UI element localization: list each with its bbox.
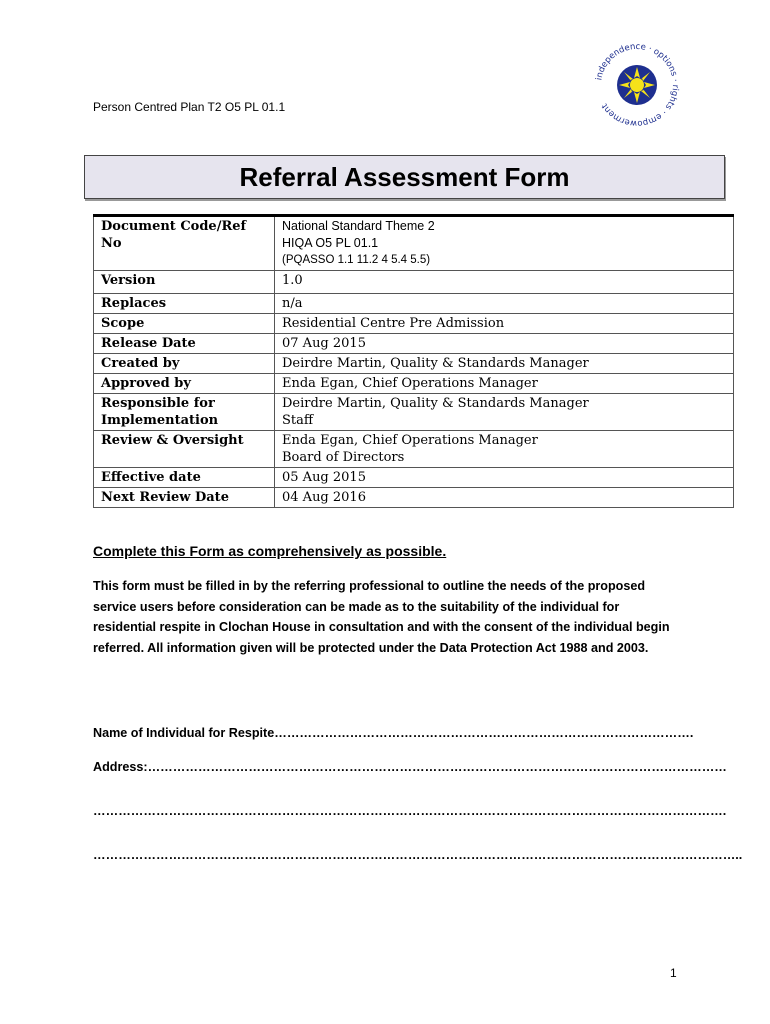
svg-text:independence · options · right: independence · options · rights · empowerment [594, 41, 681, 129]
table-row [94, 334, 734, 354]
created-by-value: Deirdre Martin, Quality & Standards Manager [275, 354, 734, 374]
created-by-label: Created by [94, 354, 275, 374]
doc-code-line: National Standard Theme 2 [282, 219, 435, 233]
approved-by-value: Enda Egan, Chief Operations Manager [275, 374, 734, 394]
review-oversight-label: Review & Oversight [94, 431, 275, 468]
document-control-table [93, 214, 734, 508]
responsible-label-line: Responsible for [101, 396, 215, 411]
form-title: Referral Assessment Form [239, 161, 570, 192]
address-line-3[interactable]: ……………………………………………………………………………………………………………………………………….. [93, 848, 743, 862]
form-title-box [84, 155, 725, 199]
review-value-line: Enda Egan, Chief Operations Manager [282, 433, 538, 448]
version-label: Version [94, 271, 275, 294]
release-date-value: 07 Aug 2015 [275, 334, 734, 354]
review-value-line: Board of Directors [282, 450, 405, 465]
table-row [94, 354, 734, 374]
responsible-value [275, 394, 734, 431]
instruction-heading: Complete this Form as comprehensively as possible. [93, 543, 447, 559]
responsible-label-line: Implementation [101, 413, 219, 428]
page-number: 1 [670, 966, 677, 980]
scope-value: Residential Centre Pre Admission [275, 314, 734, 334]
table-row [94, 374, 734, 394]
version-value: 1.0 [275, 271, 734, 294]
next-review-value: 04 Aug 2016 [275, 488, 734, 508]
doc-code-line: HIQA O5 PL 01.1 [282, 236, 379, 250]
doc-code-line: (PQASSO 1.1 11.2 4 5.4 5.5) [282, 254, 431, 266]
effective-date-value: 05 Aug 2015 [275, 468, 734, 488]
table-row [94, 216, 734, 271]
next-review-label: Next Review Date [94, 488, 275, 508]
review-oversight-value [275, 431, 734, 468]
instruction-text: This form must be filled in by the referring professional to outline the needs of the proposed service users before consideration can be made as to the suitability of the individual for residential respite in Clochan House in consultation and with the consent of the individual begin referred. All information given will be protected under the Data Protection Act 1988 and 2003. [93, 579, 670, 655]
table-row [94, 271, 734, 294]
responsible-value-line: Deirdre Martin, Quality & Standards Manager [282, 396, 589, 411]
responsible-value-line: Staff [282, 413, 314, 428]
document-reference: Person Centred Plan T2 O5 PL 01.1 [93, 100, 286, 114]
table-row [94, 314, 734, 334]
name-field[interactable]: Name of Individual for Respite………………………………………………………………………………………. [93, 726, 694, 740]
table-row [94, 394, 734, 431]
release-date-label: Release Date [94, 334, 275, 354]
scope-label: Scope [94, 314, 275, 334]
address-line-2[interactable]: ……………………………………………………………………………………………………………………………………. [93, 804, 727, 818]
table-row [94, 294, 734, 314]
responsible-label [94, 394, 275, 431]
replaces-label: Replaces [94, 294, 275, 314]
replaces-value: n/a [275, 294, 734, 314]
effective-date-label: Effective date [94, 468, 275, 488]
table-row [94, 468, 734, 488]
approved-by-label: Approved by [94, 374, 275, 394]
table-row [94, 431, 734, 468]
doc-code-label: Document Code/Ref No [94, 216, 275, 271]
table-row [94, 488, 734, 508]
organisation-logo [592, 40, 682, 130]
doc-code-value [275, 216, 734, 271]
address-field[interactable]: Address:………………………………………………………………………………………………………………………… [93, 760, 727, 774]
